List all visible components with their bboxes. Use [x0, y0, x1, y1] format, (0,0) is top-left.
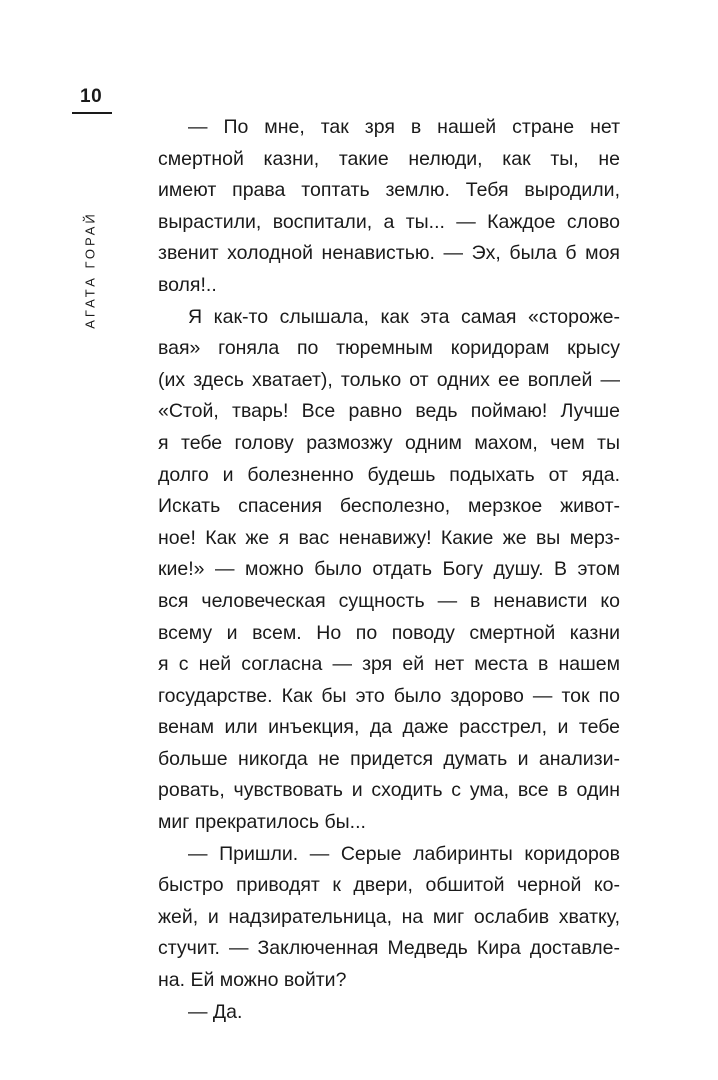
text-line: (их здесь хватает), только от одних ее воплей —	[158, 368, 620, 391]
text-line: ровать, чувствовать и сходить с ума, все в один	[158, 779, 620, 802]
text-line: я с ней согласна — зря ей нет места в нашем	[158, 653, 620, 676]
text-line: я тебе голову размозжу одним махом, чем ты	[158, 431, 620, 454]
text-line: вая» гоняла по тюремным коридорам крысу	[158, 337, 620, 360]
text-line: звенит холодной ненавистью. — Эх, была б моя	[158, 242, 620, 265]
text-line: быстро приводят к двери, обшитой черной ко-	[158, 874, 620, 897]
text-line: кие!» — можно было отдать Богу душу. В этом	[158, 558, 620, 581]
running-head-text: АГАТА ГОРАЙ	[82, 211, 98, 329]
text-line: вырастили, воспитали, а ты... — Каждое слово	[158, 210, 620, 233]
page-number: 10	[80, 86, 103, 107]
text-line: — Пришли. — Серые лабиринты коридоров	[188, 842, 620, 865]
text-line: имеют права топтать землю. Тебя выродили,	[158, 179, 620, 202]
text-line: миг прекратилось бы...	[158, 811, 366, 834]
text-line: стучит. — Заключенная Медведь Кира доставле-	[158, 937, 620, 960]
text-line: — По мне, так зря в нашей стране нет	[188, 116, 620, 138]
text-line: всему и всем. Но по поводу смертной казни	[158, 621, 620, 644]
text-line: на. Ей можно войти?	[158, 969, 347, 992]
header-rule	[72, 112, 112, 114]
text-line: Я как-то слышала, как эта самая «стороже-	[188, 305, 620, 328]
text-line: воля!..	[158, 273, 217, 296]
text-line: Искать спасения бесполезно, мерзкое живот-	[158, 495, 620, 518]
text-line: долго и болезненно будешь подыхать от яда.	[158, 463, 620, 486]
text-line: вся человеческая сущность — в ненависти ко	[158, 589, 620, 612]
text-line: государстве. Как бы это было здорово — ток по	[158, 684, 620, 707]
text-line: ное! Как же я вас ненавижу! Какие же вы мерз-	[158, 526, 620, 549]
body-text	[158, 112, 620, 1028]
text-line: «Стой, тварь! Все равно ведь поймаю! Лучше	[158, 400, 620, 423]
text-line: жей, и надзирательница, на миг ослабив хватку,	[158, 905, 620, 928]
text-line: — Да.	[188, 1000, 243, 1023]
text-line: смертной казни, такие нелюди, как ты, не	[158, 147, 620, 170]
text-line: больше никогда не придется думать и анализи-	[158, 747, 620, 770]
text-line: венам или инъекция, да даже расстрел, и тебе	[158, 716, 620, 739]
